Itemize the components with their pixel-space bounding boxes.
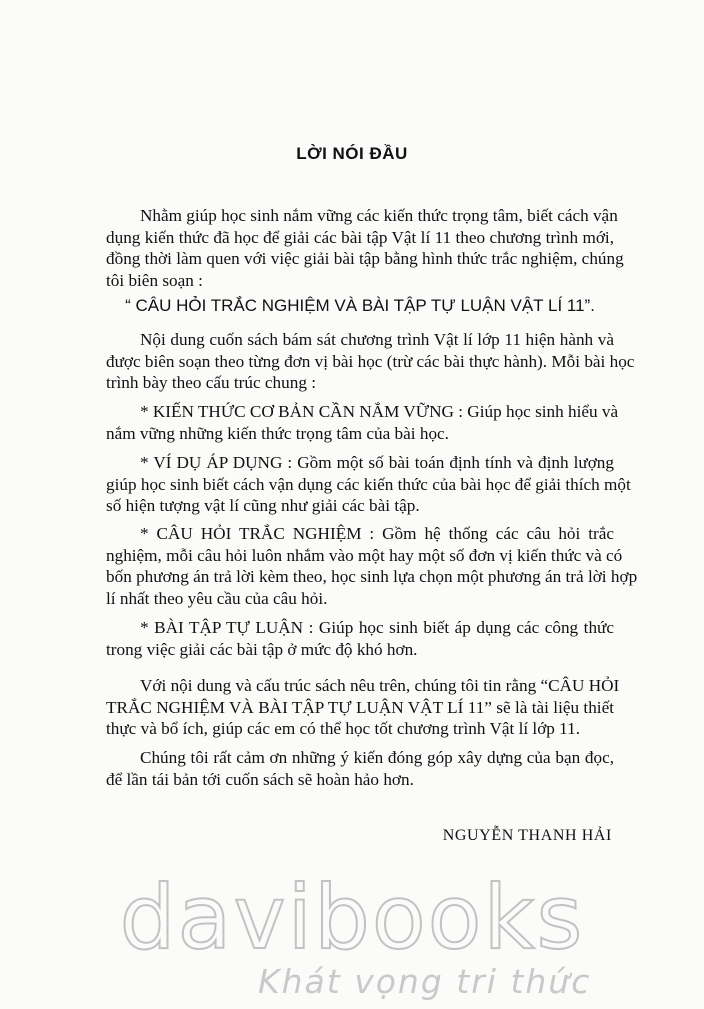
text-line: đồng thời làm quen với việc giải bài tập bằng hình thức trắc nghiệm, chúng xyxy=(106,249,624,268)
text-line: Với nội dung và cấu trúc sách nêu trên, chúng tôi tin rằng “CÂU HỎI xyxy=(140,676,620,695)
text-line: nắm vững những kiến thức trọng tâm của bài học. xyxy=(106,423,449,443)
text-line: * CÂU HỎI TRẮC NGHIỆM : Gồm hệ thống các câu hỏi trắc xyxy=(140,524,614,543)
book-name: “ CÂU HỎI TRẮC NGHIỆM VÀ BÀI TẬP TỰ LUẬN VẬT LÍ 11”. xyxy=(125,296,595,315)
text-line: lí nhất theo yêu cầu của câu hỏi. xyxy=(106,588,328,608)
paragraph-kien-thuc xyxy=(106,401,619,444)
paragraph-vi-du xyxy=(106,452,631,517)
paragraph-trac-nghiem xyxy=(106,523,638,609)
page-title: LỜI NÓI ĐẦU xyxy=(296,144,408,163)
text-line: trình bày theo cấu trúc chung : xyxy=(106,373,317,392)
paragraph-content xyxy=(106,329,635,394)
text-line: nghiệm, mỗi câu hỏi luôn nhắm vào một hay một số đơn vị kiến thức và có xyxy=(106,545,623,565)
author-signature: NGUYỄN THANH HẢI xyxy=(442,827,612,844)
text-line: Chúng tôi rất cảm ơn những ý kiến đóng góp xây dựng của bạn đọc, xyxy=(140,748,614,767)
text-line: bốn phương án trả lời kèm theo, học sinh lựa chọn một phương án trả lời hợp xyxy=(106,567,638,586)
text-line: tôi biên soạn : xyxy=(106,270,203,290)
paragraph-thanks xyxy=(106,747,614,790)
text-line: dụng kiến thức đã học để giải các bài tập Vật lí 11 theo chương trình mới, xyxy=(106,227,614,247)
paragraph-conclusion xyxy=(106,675,620,740)
text-line: * VÍ DỤ ÁP DỤNG : Gồm một số bài toán định tính và định lượng xyxy=(140,453,614,472)
paragraph-tu-luan xyxy=(106,617,614,660)
text-line: được biên soạn theo từng đơn vị bài học (trừ các bài thực hành). Mỗi bài học xyxy=(106,351,635,371)
text-line: Nhằm giúp học sinh nắm vững các kiến thức trọng tâm, biết cách vận xyxy=(140,206,618,225)
watermark-brand: davibooks xyxy=(119,866,585,969)
text-line: * BÀI TẬP TỰ LUẬN : Giúp học sinh biết áp dụng các công thức xyxy=(140,618,614,637)
watermark-slogan: Khát vọng tri thức xyxy=(258,962,592,1001)
text-line: để lần tái bản tới cuốn sách sẽ hoàn hảo hơn. xyxy=(106,769,414,789)
text-line: * KIẾN THỨC CƠ BẢN CẦN NẮM VỮNG : Giúp học sinh hiểu và xyxy=(140,402,619,421)
paragraph-intro xyxy=(106,205,624,291)
text-line: số hiện tượng vật lí cũng như giải các bài tập. xyxy=(106,496,420,515)
text-line: TRẮC NGHIỆM VÀ BÀI TẬP TỰ LUẬN VẬT LÍ 11” sẽ là tài liệu thiết xyxy=(106,697,614,717)
text-line: trong việc giải các bài tập ở mức độ khó hơn. xyxy=(106,639,418,659)
text-line: thực và bổ ích, giúp các em có thể học tốt chương trình Vật lí lớp 11. xyxy=(106,719,581,738)
text-line: giúp học sinh biết cách vận dụng các kiến thức của bài học để giải thích một xyxy=(106,474,631,494)
text-line: Nội dung cuốn sách bám sát chương trình Vật lí lớp 11 hiện hành và xyxy=(140,330,614,349)
